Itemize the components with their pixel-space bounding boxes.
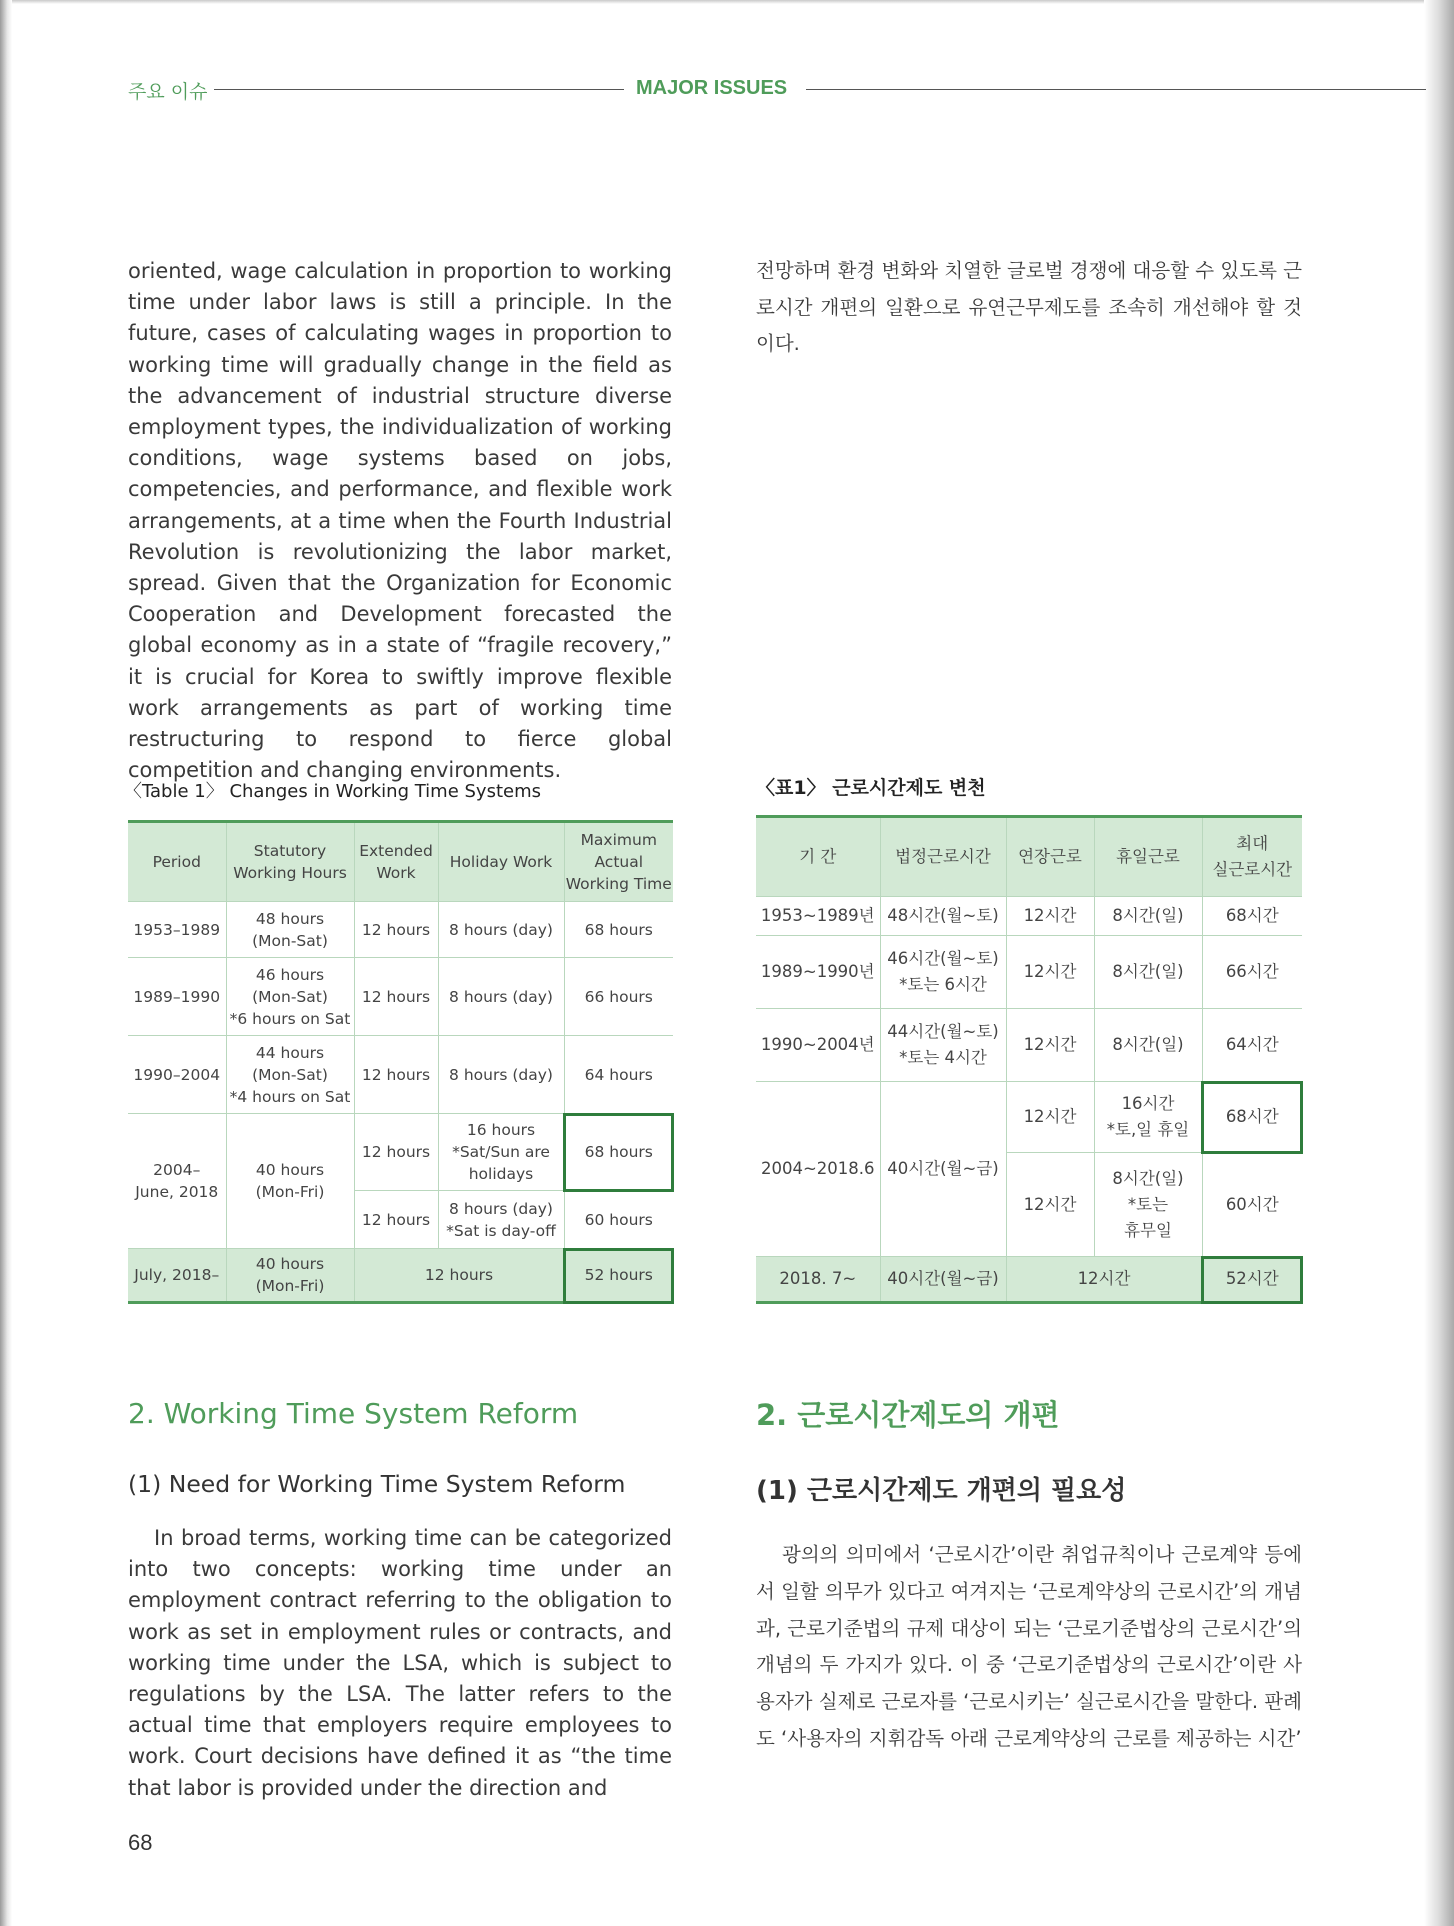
table-row [128,958,673,1036]
table-cell: 12 hours [354,902,438,958]
table-cell: July, 2018– [128,1249,226,1303]
table-cell: 66시간 [1202,936,1302,1009]
table-cell: 12시간 [1006,897,1094,936]
table-cell: 48 hours (Mon-Sat) [226,902,354,958]
english-paragraph-2: In broad terms, working time can be categorized into two concepts: working time under an employment contract referring to the obligation to work as set in employment rules or contracts, and working time under the LSA, which is subject to regulations by the LSA. The latter refers to the actual time that employers require employees to work. Court decisions have defined it as “the time that labor is provided under the direction and [128,1526,672,1800]
table-cell: 2004~2018.6 [756,1082,880,1257]
table-header-cell: 최대 실근로시간 [1202,817,1302,897]
table-cell: 40 hours (Mon-Fri) [226,1249,354,1303]
table-header-cell: Holiday Work [438,822,564,902]
korean-subsection-title: (1) 근로시간제도 개편의 필요성 [756,1476,1127,1506]
table-cell: 46시간(월~토) *토는 6시간 [880,936,1006,1009]
table-header-cell: Extended Work [354,822,438,902]
page-edge-left [0,0,12,1926]
page-edge-right [1424,0,1454,1926]
table-cell: 68시간 [1202,897,1302,936]
table-row [128,1249,673,1303]
table-header-cell: Maximum Actual Working Time [564,822,673,902]
table-cell: 1990–2004 [128,1036,226,1114]
table-cell: 44시간(월~토) *토는 4시간 [880,1009,1006,1082]
table-cell: 48시간(월~토) [880,897,1006,936]
table-cell: 12 hours [354,1191,438,1249]
table-cell: 12 hours [354,1249,564,1303]
table-cell: 8 hours (day) [438,958,564,1036]
table-cell: 12 hours [354,958,438,1036]
english-table-caption: 〈Table 1〉 Changes in Working Time Systems [124,781,541,802]
table-cell: 16시간 *토,일 휴일 [1094,1082,1202,1153]
table-cell: 60 hours [564,1191,673,1249]
table-cell: 1989~1990년 [756,936,880,1009]
korean-paragraph-1: 전망하며 환경 변화와 치열한 글로벌 경쟁에 대응할 수 있도록 근로시간 개편의 일환으로 유연근무제도를 조속히 개선해야 할 것이다. [756,259,1302,356]
english-working-time-table [128,820,673,1304]
table-cell: 64 hours [564,1036,673,1114]
table-header-cell: 법정근로시간 [880,817,1006,897]
table-cell: 8시간(일) [1094,936,1202,1009]
table-row [756,1082,1302,1153]
highlighted-max-cell: 68시간 [1202,1082,1302,1153]
english-section-title: 2. Working Time System Reform [128,1397,579,1430]
korean-paragraph-2: 광의의 의미에서 ‘근로시간’이란 취업규칙이나 근로계약 등에서 일할 의무가 있다고 여겨지는 ‘근로계약상의 근로시간’의 개념과, 근로기준법의 규제 대상이 되는 ‘근로기준법상의 근로시간’의 개념의 두 가지가 있다. 이 중 ‘근로기준법상의 근로시간’이란 사용자가 실제로 근로자를 ‘근로시키는’ 실근로시간을 말한다. 판례도 ‘사용자의 지휘감독 아래 근로계약상의 근로를 제공하는 시간’ [756,1543,1302,1750]
table-row [756,897,1302,936]
table-cell: 64시간 [1202,1009,1302,1082]
korean-section-title: 2. 근로시간제도의 개편 [756,1398,1060,1432]
table-cell: 16 hours *Sat/Sun are holidays [438,1114,564,1191]
highlighted-max-cell: 52 hours [564,1249,673,1303]
table-cell: 12시간 [1006,936,1094,1009]
table-cell: 40 hours (Mon-Fri) [226,1114,354,1249]
table-cell: 12 hours [354,1036,438,1114]
table-cell: 12시간 [1006,1009,1094,1082]
table-cell: 1953–1989 [128,902,226,958]
table-cell: 12시간 [1006,1082,1094,1153]
table-cell: 12시간 [1006,1257,1202,1303]
highlighted-max-cell: 68 hours [564,1114,673,1191]
table-cell: 44 hours (Mon-Sat) *4 hours on Sat [226,1036,354,1114]
table-row [128,1114,673,1191]
korean-working-time-table [756,815,1302,1304]
table-cell: 1990~2004년 [756,1009,880,1082]
table-cell: 12 hours [354,1114,438,1191]
table-cell: 8 hours (day) [438,902,564,958]
header-rule-right [806,89,1426,90]
table-header-cell: Period [128,822,226,902]
table-cell: 12시간 [1006,1153,1094,1257]
table-cell: 40시간(월~금) [880,1257,1006,1303]
table-cell: 40시간(월~금) [880,1082,1006,1257]
table-cell: 2004– June, 2018 [128,1114,226,1249]
table-cell: 60시간 [1202,1153,1302,1257]
table-row [756,936,1302,1009]
table-header-cell: Statutory Working Hours [226,822,354,902]
page-edge-top [0,0,1454,4]
table-header-cell: 연장근로 [1006,817,1094,897]
table-cell: 2018. 7~ [756,1257,880,1303]
table-row [128,902,673,958]
header-rule-left [214,89,624,90]
header-left-label: 주요 이슈 [128,81,208,103]
table-cell: 1989–1990 [128,958,226,1036]
table-cell: 8시간(일) [1094,897,1202,936]
table-header-cell: 휴일근로 [1094,817,1202,897]
header-right-label: MAJOR ISSUES [636,77,788,99]
english-paragraph-1: oriented, wage calculation in proportion to working time under labor laws is still a principle. In the future, cases of calculating wages in proportion to working time will gradually change in the field as the advancement of industrial structure diverse employment types, the individualization of working conditions, wage systems based on jobs, competencies, and performance, and flexible work arrangements, at a time when the Fourth Industrial Revolution is revolutionizing the labor market, spread. Given that the Organization for Economic Cooperation and Development forecasted the global economy as in a state of “fragile recovery,” it is crucial for Korea to swiftly improve flexible work arrangements as part of working time restructuring to respond to fierce global competition and changing environments. [128,259,672,783]
table-cell: 1953~1989년 [756,897,880,936]
table-cell: 8시간(일) *토는 휴무일 [1094,1153,1202,1257]
table-row [756,1257,1302,1303]
table-cell: 68 hours [564,902,673,958]
table-cell: 8 hours (day) [438,1036,564,1114]
table-row [128,1036,673,1114]
highlighted-max-cell: 52시간 [1202,1257,1302,1303]
english-subsection-title: (1) Need for Working Time System Reform [128,1470,626,1498]
table-cell: 46 hours (Mon-Sat) *6 hours on Sat [226,958,354,1036]
table-cell: 66 hours [564,958,673,1036]
korean-table-caption: 〈표1〉 근로시간제도 변천 [756,777,986,799]
table-cell: 8 hours (day) *Sat is day-off [438,1191,564,1249]
table-header-cell: 기 간 [756,817,880,897]
table-cell: 8시간(일) [1094,1009,1202,1082]
page-number: 68 [128,1830,153,1855]
table-row [756,1009,1302,1082]
